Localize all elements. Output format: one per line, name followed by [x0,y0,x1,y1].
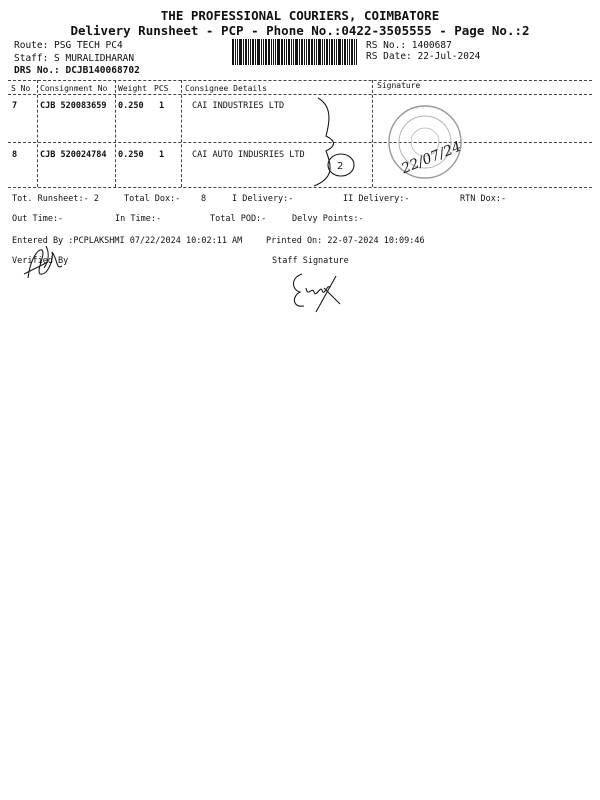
barcode-bar [293,39,294,65]
circled-number [326,152,356,178]
col-divider [181,80,182,187]
barcode-bar [316,39,317,65]
in-time: In Time:- [115,214,162,224]
col-divider [372,80,373,187]
barcode-bar [232,39,234,65]
barcode-bar [281,39,283,65]
barcode-bar [326,39,328,65]
row-pcs: 1 [159,101,165,111]
row-consignee: CAI AUTO INDUSRIES LTD [192,150,305,160]
staff-text: Staff: S MURALIDHARAN [14,53,135,64]
barcode-bar [243,39,244,65]
table-bottom-rule [8,187,592,188]
company-title: THE PROFESSIONAL COURIERS, COIMBATORE [160,8,440,23]
tot-runsheet: Tot. Runsheet:- 2 [12,194,99,204]
barcode-bar [275,39,276,65]
total-dox-value: 8 [201,194,207,204]
barcode-bar [235,39,236,65]
header-sno: S No [11,84,31,93]
barcode-bar [349,39,350,65]
route-text: Route: PSG TECH PC4 [14,40,123,51]
header-pcs: PCS [154,84,169,93]
header-consignment: Consignment No [40,84,108,93]
barcode-bar [322,39,323,65]
staff-signature-label: Staff Signature [272,256,349,266]
barcode-bar [273,39,274,65]
barcode-bar [291,39,292,65]
table-header-rule [8,94,592,95]
header-weight: Weight [118,84,147,93]
barcode-bar [306,39,307,65]
barcode-bar [344,39,346,65]
out-time: Out Time:- [12,214,64,224]
barcode-bar [314,39,315,65]
barcode-bar [237,39,238,65]
handwritten-date: 22/07/24 [399,138,464,178]
barcode [232,39,358,65]
rs-no-text: RS No.: 1400687 [366,40,452,51]
barcode-bar [336,39,337,65]
barcode-bar [318,39,321,65]
printed-on: Printed On: 22-07-2024 10:09:46 [266,236,425,246]
barcode-bar [354,39,355,65]
barcode-bar [304,39,305,65]
barcode-bar [284,39,285,65]
row-consignment: CJB 520024784 [40,150,107,160]
row-pcs: 1 [159,150,165,160]
barcode-bar [356,39,357,65]
i-delivery: I Delivery:- [232,194,294,204]
rtn-dox: RTN Dox:- [460,194,507,204]
barcode-bar [271,39,272,65]
barcode-bar [286,39,287,65]
barcode-bar [268,39,270,65]
circled-number-text: 2 [337,161,344,172]
drs-no-text: DRS No.: DCJB140068702 [14,65,140,76]
barcode-bar [250,39,251,65]
header-signature: Signature [377,81,421,90]
total-pod: Total POD:- [210,214,267,224]
barcode-bar [239,39,242,65]
row-sno: 7 [12,101,18,111]
barcode-bar [248,39,249,65]
barcode-bar [351,39,353,65]
barcode-bar [295,39,298,65]
verifier-signature [18,240,88,284]
verified-by: Verified By [12,256,69,266]
barcode-bar [311,39,313,65]
barcode-bar [329,39,330,65]
barcode-bar [263,39,264,65]
barcode-bar [252,39,254,65]
row-weight: 0.250 [118,101,144,111]
header-consignee: Consignee Details [185,84,267,93]
barcode-bar [255,39,256,65]
barcode-bar [265,39,267,65]
barcode-bar [334,39,335,65]
table-top-rule [8,80,592,81]
barcode-bar [245,39,247,65]
barcode-bar [288,39,290,65]
barcode-bar [261,39,262,65]
table-row-rule [8,142,592,143]
row-sno: 8 [12,150,18,160]
row-consignee: CAI INDUSTRIES LTD [192,101,285,111]
delvy-points: Delvy Points:- [292,214,364,224]
col-divider [37,80,38,187]
col-divider [115,80,116,187]
barcode-bar [338,39,341,65]
barcode-bar [308,39,310,65]
barcode-bar [342,39,343,65]
barcode-bar [347,39,348,65]
staff-signature [286,268,346,314]
barcode-bar [331,39,333,65]
barcode-bar [299,39,300,65]
barcode-bar [301,39,303,65]
barcode-bar [324,39,325,65]
barcode-bar [257,39,260,65]
runsheet-title: Delivery Runsheet - PCP - Phone No.:0422-3505555 - Page No.:2 [70,23,530,38]
rs-date-text: RS Date: 22-Jul-2024 [366,51,481,62]
barcode-bar [277,39,280,65]
svg-text:◦ ◦ ◦: ◦ ◦ ◦ [410,105,425,112]
ii-delivery: II Delivery:- [343,194,410,204]
row-consignment: CJB 520083659 [40,101,107,111]
total-dox-label: Total Dox:- [124,194,181,204]
entered-by: Entered By :PCPLAKSHMI 07/22/2024 10:02:11 AM [12,236,243,246]
row-weight: 0.250 [118,150,144,160]
